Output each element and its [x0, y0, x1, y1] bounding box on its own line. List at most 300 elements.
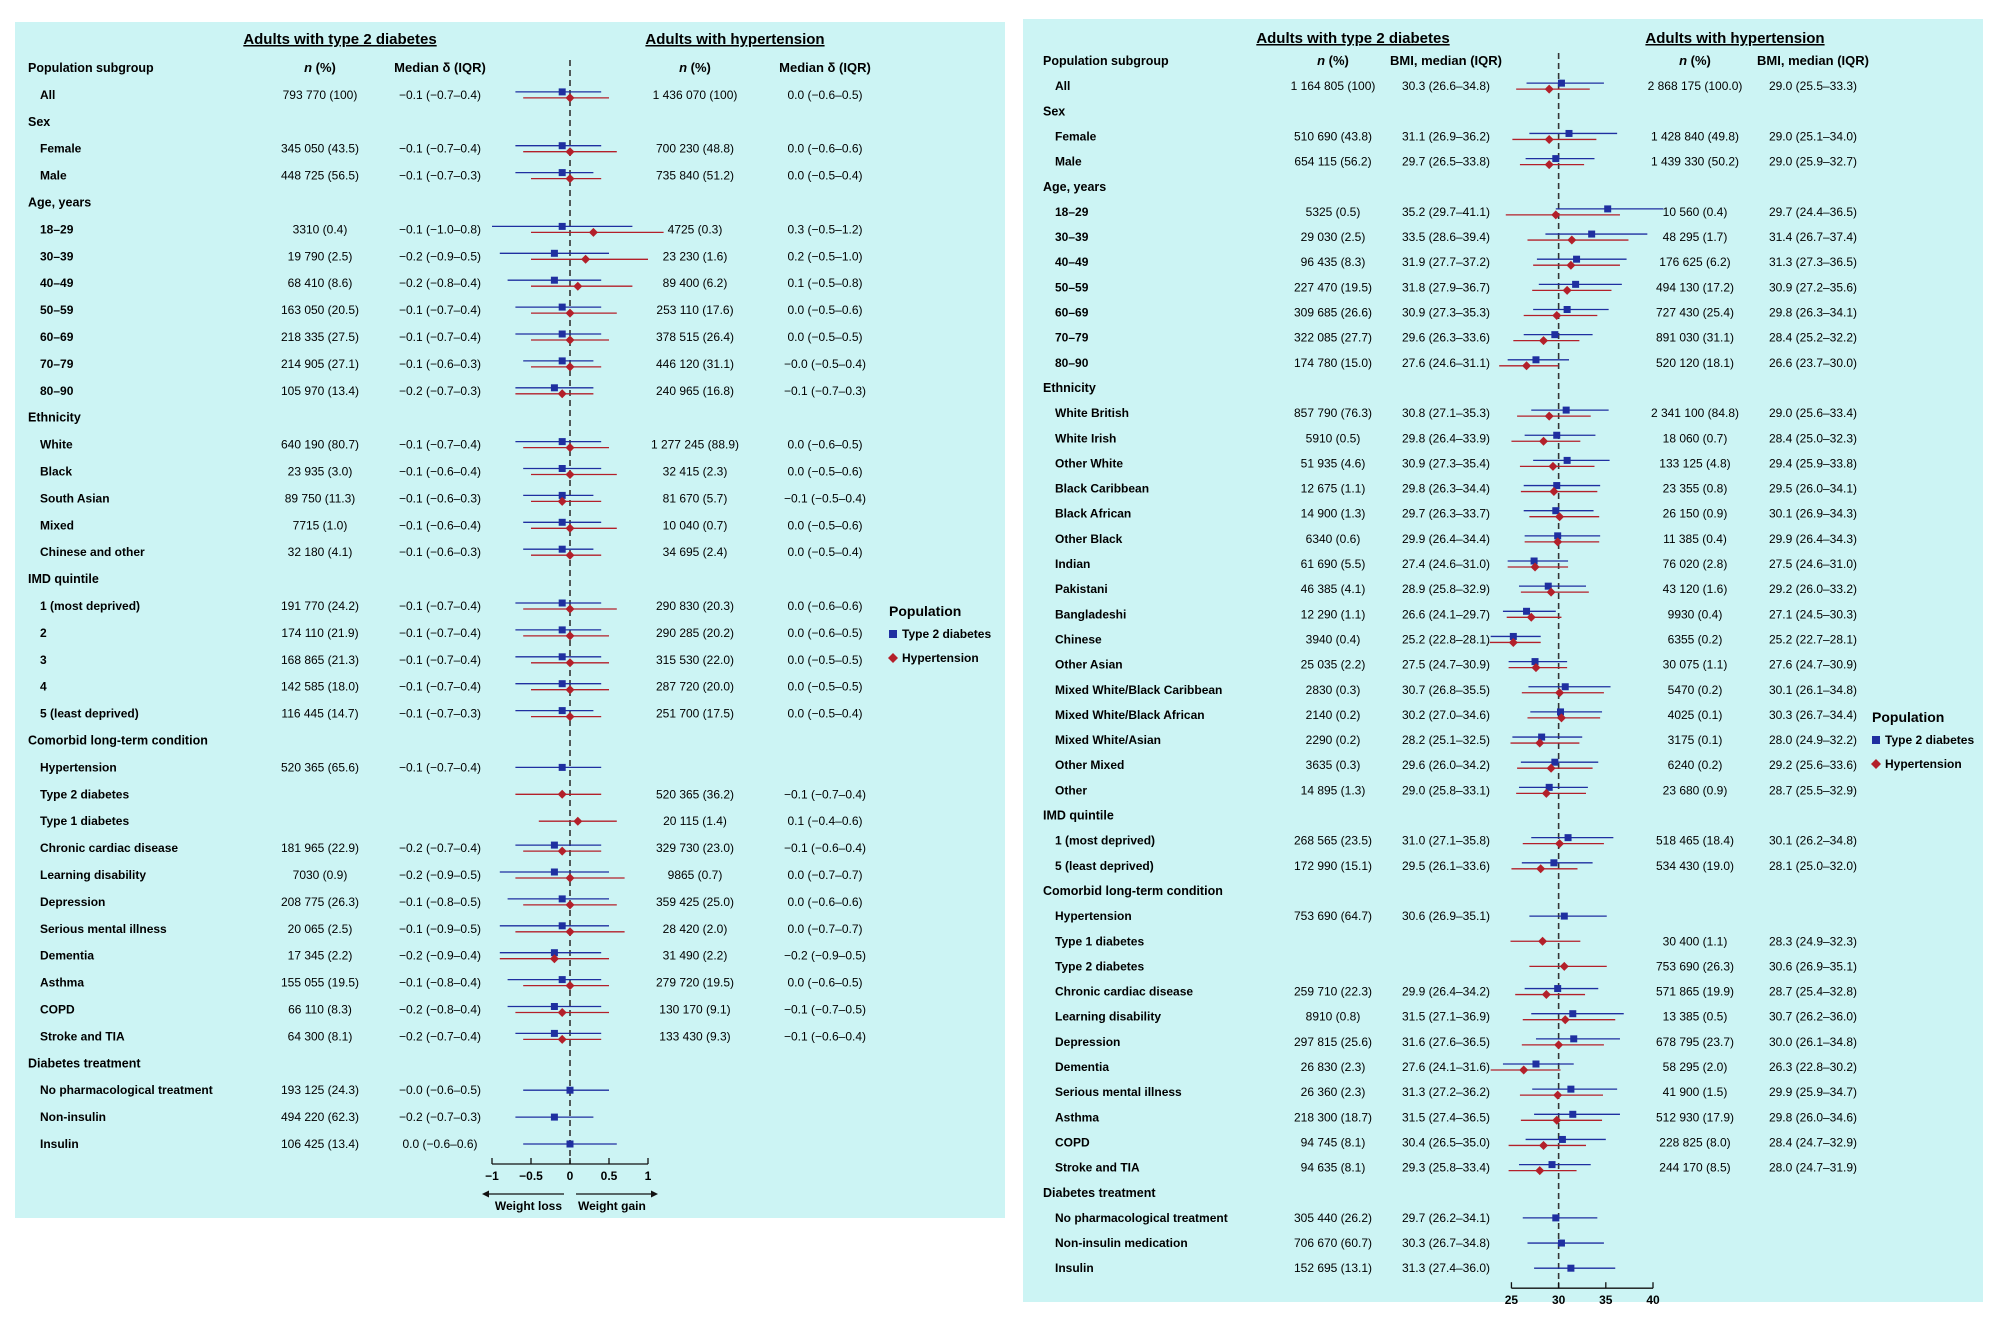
row-median-htn: 28.4 (25.0–32.3)	[1768, 431, 1858, 446]
row-n-t2d: 706 670 (60.7)	[1293, 1236, 1373, 1251]
row-median-htn: −0.1 (−0.7–0.4)	[783, 787, 867, 802]
x-tick-label: 40	[1646, 1293, 1660, 1308]
row-median-t2d: 31.5 (27.4–36.5)	[1401, 1110, 1491, 1125]
row-label: Pakistani	[1055, 582, 1108, 597]
median-diamond-htn	[589, 228, 598, 237]
row-median-htn: 27.1 (24.5–30.3)	[1768, 607, 1858, 622]
row-median-htn: 28.3 (24.9–32.3)	[1768, 934, 1858, 949]
row-n-htn: 1 436 070 (100)	[652, 87, 738, 102]
row-n-t2d: 106 425 (13.4)	[280, 1137, 360, 1151]
row-n-htn: 3175 (0.1)	[1667, 733, 1723, 748]
row-n-t2d: 94 745 (8.1)	[1300, 1135, 1366, 1150]
median-square-t2d	[559, 465, 566, 472]
row-median-t2d: −0.2 (−0.9–0.5)	[398, 249, 482, 264]
median-square-t2d	[559, 546, 566, 553]
median-diamond-htn	[1554, 1040, 1563, 1049]
median-square-t2d	[559, 357, 566, 364]
row-median-htn: −0.1 (−0.7–0.5)	[783, 1002, 867, 1017]
row-n-t2d: 520 365 (65.6)	[280, 760, 360, 775]
row-median-t2d: 30.9 (27.3–35.4)	[1401, 456, 1491, 471]
forest-plot-bmi	[1023, 19, 1983, 1308]
median-diamond-htn	[1539, 336, 1548, 345]
row-label: 80–90	[40, 383, 74, 398]
row-n-t2d: 218 300 (18.7)	[1293, 1110, 1373, 1125]
row-label: Chinese and other	[40, 545, 145, 560]
row-n-t2d: 322 085 (27.7)	[1293, 330, 1373, 345]
row-label: COPD	[1055, 1135, 1090, 1150]
row-median-t2d: −0.1 (−0.7–0.4)	[398, 437, 482, 452]
row-n-t2d: 3940 (0.4)	[1305, 632, 1361, 647]
row-n-htn: 23 680 (0.9)	[1662, 783, 1728, 798]
row-median-htn: 30.6 (26.9–35.1)	[1768, 959, 1858, 974]
row-median-t2d: 29.6 (26.3–33.6)	[1401, 330, 1491, 345]
row-median-htn: 0.0 (−0.6–0.6)	[787, 599, 863, 613]
row-n-htn: 4725 (0.3)	[667, 222, 723, 237]
row-n-htn: 251 700 (17.5)	[655, 706, 735, 721]
row-median-htn: 31.3 (27.3–36.5)	[1768, 255, 1858, 270]
row-median-t2d: 29.7 (26.2–34.1)	[1401, 1210, 1491, 1225]
row-label: Male	[40, 168, 67, 183]
row-n-htn: 520 120 (18.1)	[1655, 355, 1735, 370]
row-median-t2d: 30.3 (26.6–34.8)	[1401, 79, 1491, 94]
row-median-htn: 28.7 (25.5–32.9)	[1768, 783, 1858, 798]
x-tick-label: 1	[644, 1169, 652, 1183]
category-label: Population subgroup	[28, 61, 154, 75]
median-diamond-htn	[566, 336, 575, 345]
row-n-htn: 133 430 (9.3)	[659, 1029, 731, 1044]
row-median-t2d: −0.0 (−0.6–0.5)	[398, 1083, 482, 1098]
row-median-t2d: 31.5 (27.1–36.9)	[1401, 1009, 1491, 1024]
forest-plot-weight-change-svg	[15, 22, 1005, 1218]
row-label: Type 2 diabetes	[1055, 959, 1145, 974]
row-n-t2d: 193 125 (24.3)	[280, 1083, 360, 1098]
row-n-t2d: 214 905 (27.1)	[280, 356, 360, 371]
row-n-htn: 378 515 (26.4)	[655, 330, 735, 344]
row-n-t2d: 857 790 (76.3)	[1293, 406, 1373, 421]
row-median-t2d: 30.3 (26.7–34.8)	[1401, 1236, 1491, 1251]
row-median-htn: −0.0 (−0.5–0.4)	[783, 356, 867, 371]
median-diamond-htn	[566, 927, 575, 936]
group-header-t2d: Adults with type 2 diabetes	[243, 31, 437, 48]
median-diamond-htn	[573, 282, 582, 291]
row-median-t2d: −0.2 (−0.7–0.3)	[398, 383, 482, 398]
row-n-t2d: 14 895 (1.3)	[1300, 783, 1366, 798]
median-square-t2d	[559, 626, 566, 633]
row-n-htn: 1 439 330 (50.2)	[1650, 154, 1740, 169]
median-square-t2d	[1559, 1136, 1566, 1143]
row-n-t2d: 26 360 (2.3)	[1300, 1085, 1366, 1100]
median-square-t2d	[1566, 130, 1573, 137]
row-n-t2d: 116 445 (14.7)	[281, 706, 359, 721]
row-median-htn: 29.5 (26.0–34.1)	[1768, 481, 1858, 496]
row-n-htn: 4025 (0.1)	[1667, 707, 1723, 722]
row-median-htn: 29.0 (25.6–33.4)	[1768, 406, 1858, 421]
row-median-htn: 0.0 (−0.6–0.6)	[787, 141, 863, 156]
row-median-htn: 0.0 (−0.5–0.6)	[787, 464, 863, 479]
row-median-htn: 0.0 (−0.6–0.5)	[787, 437, 863, 452]
median-diamond-htn	[1539, 1141, 1548, 1150]
median-diamond-htn	[1561, 1015, 1570, 1024]
row-n-htn: 279 720 (19.5)	[655, 975, 735, 990]
row-n-t2d: 12 290 (1.1)	[1300, 607, 1366, 622]
row-median-htn: 0.0 (−0.5–0.4)	[787, 706, 863, 721]
row-n-htn: 41 900 (1.5)	[1662, 1085, 1728, 1100]
row-label: Depression	[1055, 1034, 1121, 1049]
row-n-htn: 6355 (0.2)	[1667, 632, 1723, 647]
row-median-htn: 29.0 (25.1–34.0)	[1768, 129, 1858, 144]
forest-plot-weight-change	[15, 22, 1005, 1218]
legend-title: Population	[1872, 709, 1945, 725]
row-median-t2d: 30.6 (26.9–35.1)	[1401, 909, 1491, 924]
row-median-htn: 29.2 (25.6–33.6)	[1768, 758, 1858, 773]
row-median-t2d: 29.9 (26.4–34.4)	[1401, 531, 1491, 546]
median-diamond-htn	[566, 712, 575, 721]
row-n-htn: 753 690 (26.3)	[1655, 959, 1735, 974]
column-header-n2: n (%)	[679, 60, 711, 75]
row-median-t2d: −0.1 (−0.7–0.4)	[398, 87, 482, 102]
row-n-htn: 30 075 (1.1)	[1662, 657, 1728, 672]
row-median-t2d: −0.2 (−0.8–0.4)	[398, 1002, 482, 1017]
arrow-right-head	[651, 1191, 658, 1198]
category-label: Diabetes treatment	[1043, 1185, 1156, 1200]
arrow-right-label: Weight gain	[578, 1199, 646, 1213]
median-diamond-htn	[573, 817, 582, 826]
row-median-t2d: −0.1 (−1.0–0.8)	[398, 222, 482, 237]
row-n-t2d: 7030 (0.9)	[292, 868, 348, 882]
row-median-htn: 28.0 (24.7–31.9)	[1768, 1160, 1858, 1175]
median-square-t2d	[559, 707, 566, 714]
row-label: Chronic cardiac disease	[1055, 984, 1194, 999]
median-square-t2d	[559, 519, 566, 526]
row-label: Mixed White/Black African	[1055, 707, 1205, 722]
row-label: Insulin	[1055, 1261, 1094, 1276]
row-label: Other Asian	[1055, 657, 1123, 672]
row-n-t2d: 6340 (0.6)	[1305, 531, 1361, 546]
row-label: Type 2 diabetes	[40, 787, 130, 802]
median-square-t2d	[1552, 1214, 1559, 1221]
row-median-htn: 0.0 (−0.6–0.6)	[787, 894, 863, 909]
column-header-n1: n (%)	[1317, 53, 1349, 68]
median-square-t2d	[559, 976, 566, 983]
median-square-t2d	[559, 438, 566, 445]
row-median-t2d: 31.3 (27.2–36.2)	[1401, 1085, 1491, 1100]
row-label: Other Black	[1055, 531, 1123, 546]
row-label: 60–69	[40, 330, 74, 344]
row-n-t2d: 2140 (0.2)	[1305, 707, 1361, 722]
median-diamond-htn	[566, 631, 575, 640]
median-square-t2d	[1561, 913, 1568, 920]
median-diamond-htn	[1536, 864, 1545, 873]
median-diamond-htn	[1545, 135, 1554, 144]
median-square-t2d	[1532, 1061, 1539, 1068]
row-median-htn: 30.1 (26.2–34.8)	[1768, 833, 1858, 848]
row-label: Mixed White/Black Caribbean	[1055, 682, 1223, 697]
row-n-t2d: 640 190 (80.7)	[280, 437, 360, 452]
median-square-t2d	[1558, 1240, 1565, 1247]
row-n-t2d: 32 180 (4.1)	[287, 545, 353, 560]
row-n-t2d: 3310 (0.4)	[292, 222, 348, 237]
row-n-t2d: 142 585 (18.0)	[280, 679, 360, 694]
median-square-t2d	[1569, 1010, 1576, 1017]
row-median-htn: 29.9 (26.4–34.3)	[1768, 531, 1858, 546]
row-label: South Asian	[40, 491, 110, 506]
row-median-t2d: 30.7 (26.8–35.5)	[1401, 682, 1491, 697]
row-label: 70–79	[1055, 330, 1089, 345]
row-label: Hypertension	[1055, 909, 1132, 924]
row-n-htn: 89 400 (6.2)	[662, 276, 728, 291]
row-n-htn: 228 825 (8.0)	[1659, 1135, 1731, 1150]
median-diamond-htn	[1567, 236, 1576, 245]
row-median-t2d: −0.2 (−0.8–0.4)	[398, 276, 482, 291]
row-median-htn: 27.5 (24.6–31.0)	[1768, 557, 1858, 571]
row-n-t2d: 172 990 (15.1)	[1293, 858, 1373, 873]
legend-swatch-htn	[1871, 759, 1881, 769]
row-median-htn: 0.0 (−0.6–0.5)	[787, 975, 863, 990]
median-diamond-htn	[1522, 361, 1531, 370]
row-n-t2d: 208 775 (26.3)	[280, 894, 360, 909]
median-square-t2d	[1588, 231, 1595, 238]
median-diamond-htn	[1563, 286, 1572, 295]
median-square-t2d	[559, 169, 566, 176]
category-label: Ethnicity	[28, 410, 81, 425]
row-median-t2d: −0.1 (−0.6–0.3)	[398, 356, 482, 371]
median-diamond-htn	[566, 443, 575, 452]
row-median-htn: −0.1 (−0.7–0.3)	[783, 383, 867, 398]
median-diamond-htn	[581, 255, 590, 264]
median-square-t2d	[559, 895, 566, 902]
row-median-htn: 0.0 (−0.7–0.7)	[787, 868, 863, 882]
row-n-t2d: 297 815 (25.6)	[1293, 1034, 1373, 1049]
row-median-t2d: −0.1 (−0.7–0.4)	[398, 141, 482, 156]
row-n-htn: 9865 (0.7)	[667, 868, 723, 882]
median-square-t2d	[559, 680, 566, 687]
row-n-t2d: 12 675 (1.1)	[1300, 481, 1366, 496]
row-label: Female	[40, 141, 82, 156]
median-diamond-htn	[1552, 311, 1561, 320]
row-median-htn: 0.0 (−0.5–0.4)	[787, 168, 863, 183]
row-n-t2d: 494 220 (62.3)	[280, 1110, 360, 1125]
row-median-htn: −0.1 (−0.5–0.4)	[783, 491, 867, 506]
row-label: 30–39	[40, 249, 74, 264]
row-median-t2d: 28.2 (25.1–32.5)	[1401, 733, 1491, 748]
row-median-t2d: 31.3 (27.4–36.0)	[1401, 1261, 1491, 1276]
row-label: Indian	[1055, 557, 1091, 571]
row-n-t2d: 46 385 (4.1)	[1300, 582, 1366, 597]
median-diamond-htn	[558, 847, 567, 856]
row-median-htn: 29.8 (26.0–34.6)	[1768, 1110, 1858, 1125]
median-square-t2d	[559, 600, 566, 607]
category-label: Comorbid long-term condition	[28, 733, 208, 748]
row-n-htn: 81 670 (5.7)	[662, 491, 728, 506]
row-n-t2d: 7715 (1.0)	[292, 518, 348, 533]
row-label: Learning disability	[40, 868, 147, 882]
row-label: White British	[1055, 406, 1129, 421]
row-label: Non-insulin	[40, 1110, 106, 1125]
row-n-htn: 6240 (0.2)	[1667, 758, 1723, 773]
row-n-t2d: 174 780 (15.0)	[1293, 355, 1373, 370]
row-label: Black African	[1055, 506, 1132, 521]
x-tick-label: −0.5	[519, 1169, 543, 1183]
row-n-htn: 28 420 (2.0)	[662, 921, 728, 936]
row-n-t2d: 5910 (0.5)	[1305, 431, 1361, 446]
row-label: Male	[1055, 154, 1082, 169]
row-median-htn: 28.4 (24.7–32.9)	[1768, 1135, 1858, 1150]
row-median-t2d: −0.1 (−0.7–0.4)	[398, 625, 482, 640]
median-square-t2d	[1523, 608, 1530, 615]
row-n-t2d: 181 965 (22.9)	[280, 841, 360, 856]
row-median-htn: 29.8 (26.3–34.1)	[1768, 305, 1858, 320]
row-n-t2d: 152 695 (13.1)	[1293, 1261, 1373, 1276]
forest-plot-bmi-svg	[1023, 19, 1983, 1308]
row-median-t2d: 30.4 (26.5–35.0)	[1401, 1135, 1491, 1150]
row-n-htn: 678 795 (23.7)	[1655, 1034, 1735, 1049]
legend-swatch-t2d	[889, 630, 897, 638]
row-median-t2d: 0.0 (−0.6–0.6)	[402, 1137, 478, 1151]
row-label: Female	[1055, 129, 1097, 144]
row-n-t2d: 3635 (0.3)	[1305, 758, 1361, 773]
row-median-t2d: −0.1 (−0.7–0.4)	[398, 599, 482, 613]
row-median-htn: −0.1 (−0.6–0.4)	[783, 841, 867, 856]
row-label: 50–59	[1055, 280, 1089, 295]
row-median-t2d: 29.8 (26.4–33.9)	[1401, 431, 1491, 446]
row-n-t2d: 25 035 (2.2)	[1300, 657, 1366, 672]
row-n-t2d: 259 710 (22.3)	[1293, 984, 1373, 999]
row-n-t2d: 61 690 (5.5)	[1300, 557, 1366, 571]
median-diamond-htn	[1545, 85, 1554, 94]
row-n-t2d: 26 830 (2.3)	[1300, 1060, 1366, 1074]
category-label: Comorbid long-term condition	[1043, 883, 1223, 898]
row-median-htn: 0.0 (−0.5–0.5)	[787, 679, 863, 694]
group-header-htn: Adults with hypertension	[645, 31, 825, 48]
column-header-n2: n (%)	[1679, 53, 1711, 68]
row-label: 30–39	[1055, 230, 1089, 245]
legend-label-htn: Hypertension	[902, 651, 979, 665]
row-median-htn: 0.0 (−0.5–0.5)	[787, 652, 863, 667]
row-label: 1 (most deprived)	[1055, 833, 1156, 848]
median-diamond-htn	[1535, 1166, 1544, 1175]
median-diamond-htn	[566, 900, 575, 909]
median-diamond-htn	[566, 147, 575, 156]
row-median-t2d: 29.0 (25.8–33.1)	[1401, 783, 1491, 798]
row-label: Other	[1055, 783, 1088, 798]
row-median-t2d: −0.2 (−0.7–0.4)	[398, 1029, 482, 1044]
row-label: Stroke and TIA	[40, 1029, 125, 1044]
row-label: No pharmacological treatment	[40, 1083, 213, 1098]
median-square-t2d	[1564, 457, 1571, 464]
row-label: Depression	[40, 894, 106, 909]
row-n-htn: 891 030 (31.1)	[1655, 330, 1735, 345]
row-n-t2d: 17 345 (2.2)	[287, 948, 353, 963]
legend-label-htn: Hypertension	[1885, 757, 1962, 771]
row-n-htn: 32 415 (2.3)	[662, 464, 728, 479]
median-square-t2d	[551, 1114, 558, 1121]
row-median-t2d: 31.8 (27.9–36.7)	[1401, 280, 1491, 295]
median-square-t2d	[551, 842, 558, 849]
row-median-t2d: 30.9 (27.3–35.3)	[1401, 305, 1491, 320]
median-diamond-htn	[566, 309, 575, 318]
row-median-htn: 28.0 (24.9–32.2)	[1768, 733, 1858, 748]
row-median-htn: 0.1 (−0.5–0.8)	[787, 276, 863, 291]
median-square-t2d	[1569, 1111, 1576, 1118]
median-square-t2d	[1552, 155, 1559, 162]
row-n-t2d: 68 410 (8.6)	[287, 276, 353, 291]
row-median-htn: 0.0 (−0.7–0.7)	[787, 921, 863, 936]
row-n-t2d: 1 164 805 (100)	[1290, 79, 1376, 94]
row-label: Learning disability	[1055, 1009, 1162, 1024]
median-square-t2d	[551, 1030, 558, 1037]
row-n-t2d: 89 750 (11.3)	[284, 491, 356, 506]
row-n-htn: 287 720 (20.0)	[655, 679, 735, 694]
row-median-t2d: 31.1 (26.9–36.2)	[1401, 129, 1491, 144]
median-diamond-htn	[1548, 462, 1557, 471]
category-label: Sex	[1043, 104, 1066, 119]
arrow-left-head	[482, 1191, 489, 1198]
x-tick-label: 25	[1504, 1293, 1519, 1308]
row-n-t2d: 51 935 (4.6)	[1300, 456, 1366, 471]
row-median-t2d: 26.6 (24.1–29.7)	[1401, 607, 1491, 622]
median-square-t2d	[551, 869, 558, 876]
row-label: Stroke and TIA	[1055, 1160, 1140, 1175]
row-label: 50–59	[40, 303, 74, 318]
row-median-t2d: −0.1 (−0.7–0.3)	[398, 168, 482, 183]
row-n-htn: 494 130 (17.2)	[1655, 280, 1735, 295]
row-label: 5 (least deprived)	[40, 706, 139, 721]
median-diamond-htn	[566, 874, 575, 883]
row-n-htn: 2 868 175 (100.0)	[1647, 79, 1743, 94]
row-n-t2d: 510 690 (43.8)	[1293, 129, 1373, 144]
row-median-htn: 29.7 (24.4–36.5)	[1768, 204, 1858, 219]
row-n-htn: 30 400 (1.1)	[1662, 934, 1728, 949]
row-median-t2d: −0.1 (−0.9–0.5)	[398, 921, 482, 936]
row-label: Mixed White/Asian	[1055, 733, 1162, 748]
group-header-htn: Adults with hypertension	[1645, 30, 1825, 47]
row-n-htn: 176 625 (6.2)	[1659, 255, 1731, 270]
row-median-t2d: −0.1 (−0.7–0.4)	[398, 303, 482, 318]
median-square-t2d	[559, 922, 566, 929]
median-diamond-htn	[1553, 1091, 1562, 1100]
row-median-htn: 0.0 (−0.5–0.6)	[787, 303, 863, 318]
median-diamond-htn	[566, 362, 575, 371]
row-n-t2d: 448 725 (56.5)	[280, 168, 360, 183]
row-n-htn: 2 341 100 (84.8)	[1650, 406, 1740, 421]
row-n-t2d: 20 065 (2.5)	[287, 921, 353, 936]
row-median-t2d: −0.2 (−0.9–0.4)	[398, 948, 482, 963]
row-median-t2d: −0.1 (−0.7–0.4)	[398, 760, 482, 775]
row-median-htn: 0.0 (−0.6–0.5)	[787, 625, 863, 640]
median-diamond-htn	[566, 981, 575, 990]
row-median-htn: 28.1 (25.0–32.0)	[1768, 858, 1858, 873]
row-median-htn: 0.0 (−0.5–0.5)	[787, 330, 863, 344]
row-label: Other Mixed	[1055, 758, 1125, 773]
row-median-t2d: −0.1 (−0.6–0.3)	[398, 491, 482, 506]
row-n-htn: 1 428 840 (49.8)	[1650, 129, 1740, 144]
row-label: Asthma	[1055, 1110, 1100, 1125]
row-n-t2d: 105 970 (13.4)	[280, 383, 360, 398]
row-n-htn: 253 110 (17.6)	[656, 303, 734, 318]
median-square-t2d	[1550, 859, 1557, 866]
row-median-htn: 0.3 (−0.5–1.2)	[787, 222, 863, 237]
row-n-t2d: 96 435 (8.3)	[1300, 255, 1366, 270]
row-median-t2d: −0.1 (−0.8–0.5)	[398, 894, 482, 909]
median-square-t2d	[1551, 331, 1558, 338]
row-label: 80–90	[1055, 355, 1089, 370]
row-n-htn: 520 365 (36.2)	[655, 787, 735, 802]
row-n-htn: 240 965 (16.8)	[655, 383, 735, 398]
row-label: COPD	[40, 1002, 75, 1017]
row-label: Black	[40, 464, 73, 479]
row-median-t2d: 29.9 (26.4–34.2)	[1401, 984, 1491, 999]
category-label: Population subgroup	[1043, 54, 1169, 68]
